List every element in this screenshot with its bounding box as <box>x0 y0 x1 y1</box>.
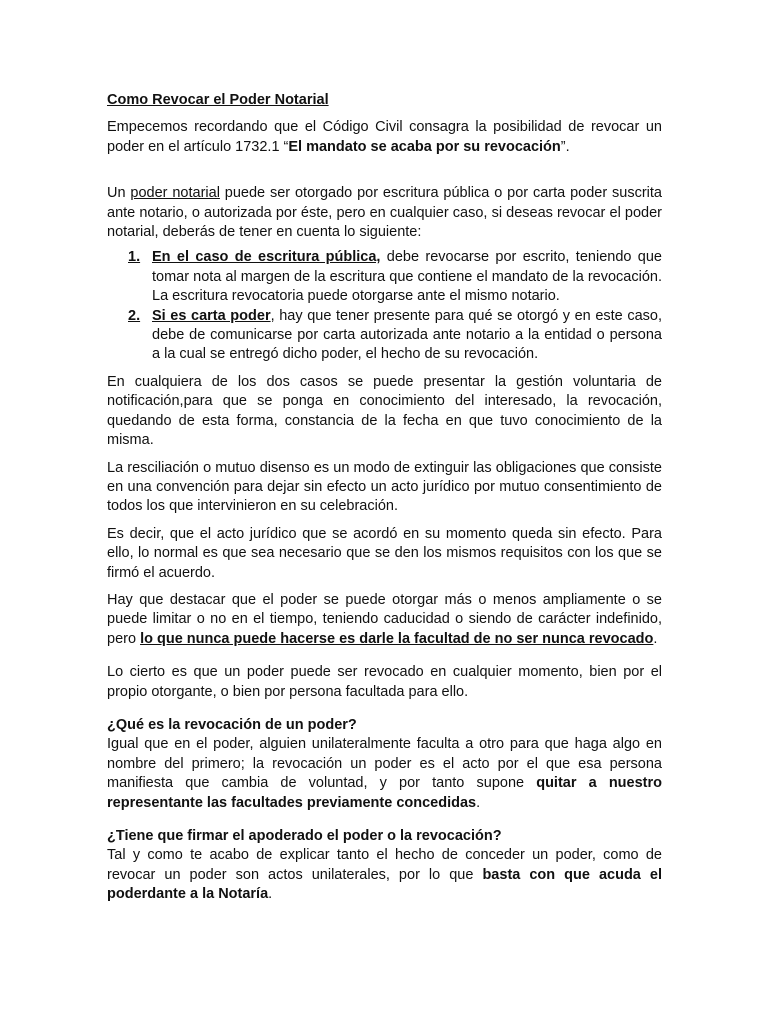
question-heading-2: ¿Tiene que firmar el apoderado el poder o la revocación? <box>107 828 502 844</box>
poder-text-end: puede ser otorgado por escritura pública o por carta poder suscrita ante notario, o autorizada por éste, pero en cualquier caso, si deseas revocar el poder notarial, deberás de tener en cuenta lo siguiente: <box>107 185 662 241</box>
destacar-end: . <box>653 630 658 647</box>
list-item-text: debe revocarse por escrito, teniendo que tomar nota al margen de la escritura que contiene el mandato de la revocación. La escritura revocatoria puede otorgarse ante el mismo notario. <box>152 249 662 305</box>
paragraph-poder-notarial <box>107 184 662 242</box>
firmar-end: . <box>268 886 273 903</box>
list-number: 2. <box>128 307 141 324</box>
paragraph-revocacion-definicion <box>107 735 662 813</box>
paragraph-intro <box>107 118 662 157</box>
list-item-heading: Si es carta poder <box>152 307 271 324</box>
revocation-list <box>107 248 662 364</box>
poder-notarial-link[interactable]: poder notarial <box>130 185 220 202</box>
paragraph-resciliacion: La resciliación o mutuo disenso es un modo de extinguir las obligaciones que consiste en una convención para dejar sin efecto un acto jurídico por mutuo consentimiento de todos los que intervinieron en su celebración. <box>107 459 662 515</box>
list-item <box>118 248 662 306</box>
firmar-bold: basta con que acuda el poderdante a la Notaría <box>107 866 662 903</box>
question-heading-1: ¿Qué es la revocación de un poder? <box>107 716 357 733</box>
destacar-text: Hay que destacar que el poder se puede otorgar más o menos ampliamente o se puede limitar o no en el tiempo, teniendo caducidad o siendo de carácter indefinido, pero <box>107 591 662 647</box>
list-item <box>118 307 662 365</box>
document-page <box>107 91 662 905</box>
poder-text-start: Un <box>107 185 131 202</box>
firmar-text: Tal y como te acabo de explicar tanto el hecho de conceder un poder, como de revocar un poder son actos unilaterales, por lo que <box>107 847 662 883</box>
destacar-bold: lo que nunca puede hacerse es darle la facultad de no ser nunca revocado <box>140 630 654 647</box>
paragraph-destacar <box>107 591 662 649</box>
intro-end: ”. <box>560 138 570 155</box>
definicion-bold: quitar a nuestro representante las facultades previamente concedidas <box>107 775 662 811</box>
intro-text: Empecemos recordando que el Código Civil consagra la posibilidad de revocar un poder en el artículo 1732.1 “ <box>107 119 662 155</box>
intro-quote: El mandato se acaba por su revocación <box>288 138 561 155</box>
list-item-heading: En el caso de escritura pública, <box>152 249 381 266</box>
list-item-text: , hay que tener presente para qué se otorgó y en este caso, debe de comunicarse por carta autorizada ante notario a la entidad o persona a la cual se entregó dicho poder, el hecho de su revocación. <box>152 307 662 363</box>
paragraph-lo-cierto: Lo cierto es que un poder puede ser revocado en cualquier momento, bien por el propio otorgante, o bien por persona facultada para ello. <box>107 664 662 700</box>
paragraph-notificacion: En cualquiera de los dos casos se puede presentar la gestión voluntaria de notificación,para que se ponga en conocimiento del interesado, la revocación, quedando de esta forma, constancia de la fecha en que tuvo conocimiento de la misma. <box>107 373 662 449</box>
definicion-end: . <box>476 794 481 811</box>
page-title: Como Revocar el Poder Notarial <box>107 92 329 108</box>
paragraph-firmar <box>107 846 662 904</box>
paragraph-es-decir: Es decir, que el acto jurídico que se acordó en su momento queda sin efecto. Para ello, lo normal es que sea necesario que se den los mismos requisitos con los que se firmó el acuerdo. <box>107 525 662 581</box>
list-number: 1. <box>128 249 141 266</box>
definicion-text: Igual que en el poder, alguien unilateralmente faculta a otro para que haga algo en nombre del primero; la revocación un poder es el acto por el que esa persona manifiesta que cambia de voluntad, y por tanto supone <box>107 736 662 792</box>
